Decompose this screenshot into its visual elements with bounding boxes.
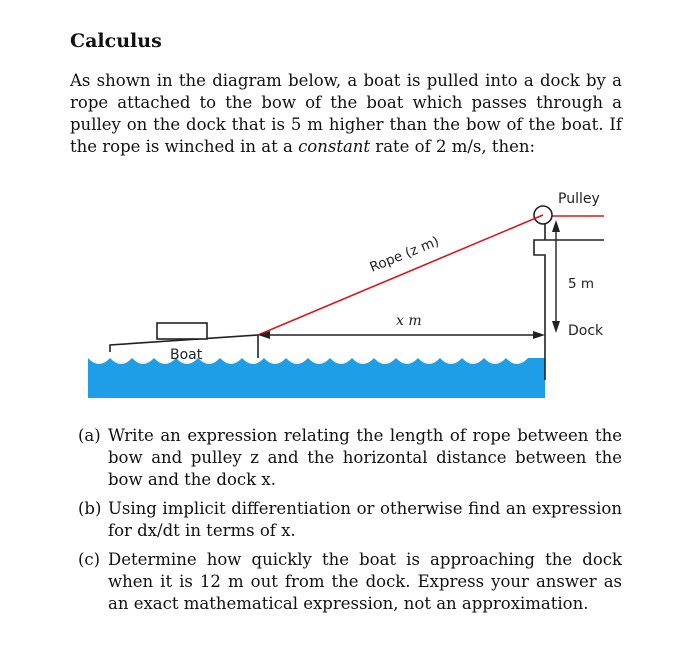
intro-text-2: rate of 2 m/s, then: xyxy=(370,137,536,156)
intro-emphasis: constant xyxy=(298,137,371,156)
question-b xyxy=(78,498,622,542)
question-c-label: (c) xyxy=(78,550,101,569)
x-arrow-right xyxy=(533,331,545,339)
dock-post xyxy=(534,240,604,380)
intro-text-1: As shown in the diagram below, a boat is pulled into a dock by a rope attached to the bow of the boat which passes through a pulley on the dock that is 5 m higher than the bow of the boat. If the rope is winched in at a xyxy=(70,71,622,156)
question-a xyxy=(78,425,622,491)
pulley-label: Pulley xyxy=(558,191,600,207)
question-a-text: Write an expression relating the length of rope between the bow and pulley z and the horizontal distance between the bow and the dock x. xyxy=(108,426,622,489)
boat-label: Boat xyxy=(170,347,203,363)
height-label: 5 m xyxy=(568,276,595,292)
x-distance-label: x m xyxy=(396,313,422,329)
page-title: Calculus xyxy=(70,30,162,52)
question-c xyxy=(78,549,622,615)
height-arrow-top xyxy=(552,220,560,232)
question-b-label: (b) xyxy=(78,499,102,518)
boat-cabin xyxy=(157,323,207,339)
dock-label: Dock xyxy=(568,323,604,339)
intro-paragraph xyxy=(70,70,622,158)
question-a-label: (a) xyxy=(78,426,101,445)
height-arrow-bottom xyxy=(552,321,560,333)
question-list xyxy=(78,425,622,622)
rope-label: Rope (z m) xyxy=(367,233,442,276)
boat-pulley-diagram xyxy=(0,180,689,410)
water xyxy=(88,358,545,398)
question-c-text: Determine how quickly the boat is approaching the dock when it is 12 m out from the dock. Express your answer as an exact mathematical expression, not an approximation. xyxy=(108,550,622,613)
question-b-text: Using implicit differentiation or otherwise find an expression for dx/dt in terms of x. xyxy=(108,499,622,540)
